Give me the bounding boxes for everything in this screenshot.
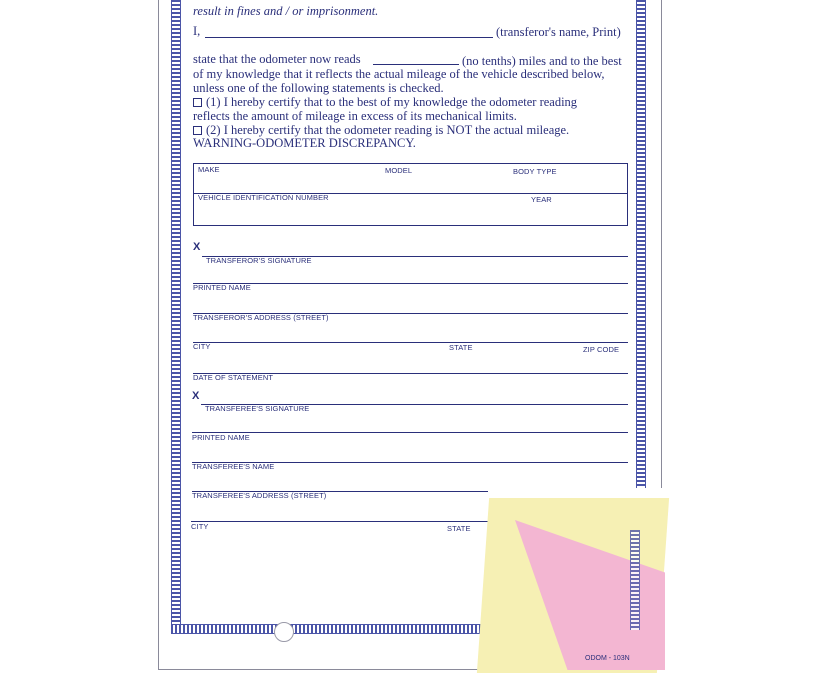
transferor-name-line[interactable] xyxy=(205,37,493,38)
carbon-border-decoration xyxy=(630,530,640,630)
warning-discrepancy: WARNING-ODOMETER DISCREPANCY. xyxy=(193,136,416,150)
option-2-checkbox[interactable] xyxy=(193,126,202,135)
state-2-label: STATE xyxy=(447,524,471,533)
transferor-name-hint: (transferor's name, Print) xyxy=(496,25,621,39)
left-border-decoration xyxy=(171,0,181,628)
option-1-line-1: (1) I hereby certify that to the best of my knowledge the odometer reading xyxy=(206,95,578,109)
transferee-address-label: TRANSFEREE'S ADDRESS (STREET) xyxy=(192,491,327,500)
printed-name-2-line[interactable] xyxy=(192,432,628,433)
option-1-line-2: reflects the amount of mileage in excess of its mechanical limits. xyxy=(193,109,517,123)
statement-line-3: unless one of the following statements is checked. xyxy=(193,81,444,95)
date-of-statement-label: DATE OF STATEMENT xyxy=(193,373,274,382)
zip-code-label: ZIP CODE xyxy=(583,345,620,354)
transferor-address-label: TRANSFEROR'S ADDRESS (STREET) xyxy=(193,313,329,322)
vin-label: VEHICLE IDENTIFICATION NUMBER xyxy=(198,193,329,202)
i-label: I, xyxy=(193,24,201,38)
transferor-signature-label: TRANSFEROR'S SIGNATURE xyxy=(206,256,312,265)
right-border-decoration xyxy=(636,0,646,500)
city-label: CITY xyxy=(193,342,211,351)
form-code: ODOM - 103N xyxy=(585,655,630,662)
state-label: STATE xyxy=(449,343,473,352)
year-label: YEAR xyxy=(531,195,552,204)
option-2 xyxy=(193,123,569,137)
option-1 xyxy=(193,95,577,109)
transferee-name-label: TRANSFEREE'S NAME xyxy=(192,462,275,471)
odometer-reads-label: state that the odometer now reads xyxy=(193,52,361,66)
printed-name-line[interactable] xyxy=(193,283,628,284)
bottom-border-decoration xyxy=(171,624,481,634)
option-2-text: (2) I hereby certify that the odometer reading is NOT the actual mileage. xyxy=(206,123,570,137)
city-state-2-line[interactable] xyxy=(191,521,491,522)
printed-name-label: PRINTED NAME xyxy=(193,283,251,292)
option-1-checkbox[interactable] xyxy=(193,98,202,107)
statement-line-2: of my knowledge that it reflects the actual mileage of the vehicle described below, xyxy=(193,67,605,81)
body-type-label: BODY TYPE xyxy=(513,167,557,176)
transferor-x-mark: X xyxy=(193,241,201,253)
model-label: MODEL xyxy=(385,166,413,175)
punch-hole xyxy=(274,622,294,642)
no-tenths-label: (no tenths) miles and to the best xyxy=(462,54,622,68)
make-label: MAKE xyxy=(198,165,220,174)
transferee-x-mark: X xyxy=(192,390,200,402)
fines-warning-text: result in fines and / or imprisonment. xyxy=(193,4,379,18)
city-2-label: CITY xyxy=(191,522,209,531)
odometer-reading-line[interactable] xyxy=(373,64,459,65)
printed-name-2-label: PRINTED NAME xyxy=(192,433,250,442)
city-state-zip-line[interactable] xyxy=(193,342,628,343)
transferee-signature-label: TRANSFEREE'S SIGNATURE xyxy=(205,404,310,413)
